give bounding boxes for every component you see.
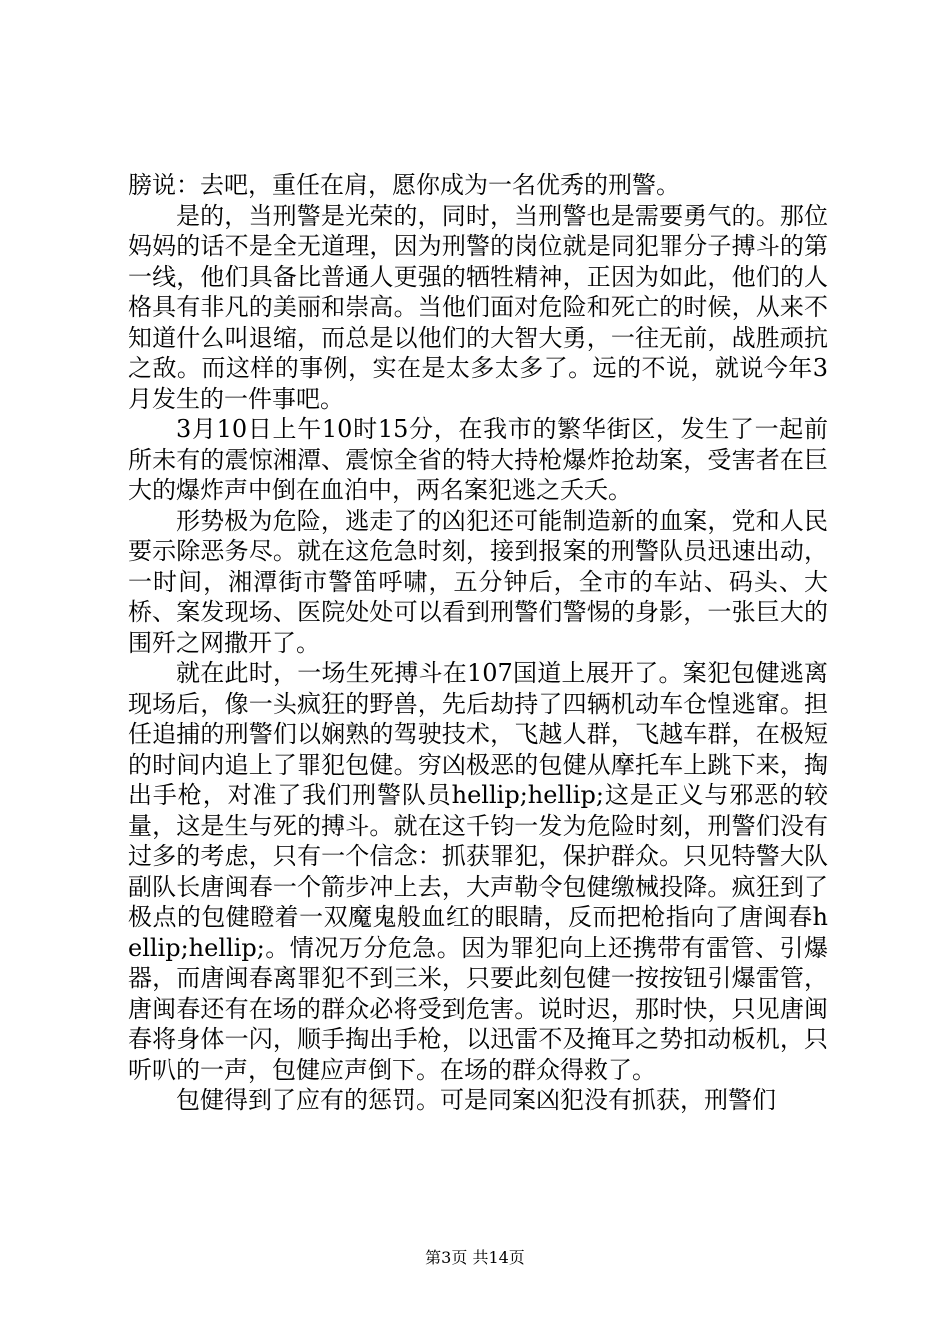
paragraph: 就在此时，一场生死搏斗在107国道上展开了。案犯包健逃离现场后，像一头疯狂的野兽，先后劫持了四辆机动车仓惶逃窜。担任追捕的刑警们以娴熟的驾驶技术，飞越人群，飞越车群，在极短的时间内追上了罪犯包健。穷凶极恶的包健从摩托车上跳下来，掏出手枪，对准了我们刑警队员hellip;hellip;这是正义与邪恶的较量，这是生与死的搏斗。就在这千钧一发为危险时刻，刑警们没有过多的考虑，只有一个信念：抓获罪犯，保护群众。只见特警大队副队长唐闽春一个箭步冲上去，大声勒令包健缴械投降。疯狂到了极点的包健瞪着一双魔鬼般血红的眼睛，反而把枪指向了唐闽春hellip;hellip;。情况万分危急。因为罪犯向上还携带有雷管、引爆器，而唐闽春离罪犯不到三米，只要此刻包健一按按钮引爆雷管，唐闽春还有在场的群众必将受到危害。说时迟，那时快，只见唐闽春将身体一闪，顺手掏出手枪，以迅雷不及掩耳之势扣动板机，只听叭的一声，包健应声倒下。在场的群众得救了。 [128,659,828,1084]
paragraph: 膀说：去吧，重任在肩，愿你成为一名优秀的刑警。 [128,171,680,199]
paragraph: 3月10日上午10时15分，在我市的繁华街区，发生了一起前所未有的震惊湘潭、震惊全省的特大持枪爆炸抢劫案，受害者在巨大的爆炸声中倒在血泊中，两名案犯逃之夭夭。 [128,415,828,504]
paragraph: 包健得到了应有的惩罚。可是同案凶犯没有抓获，刑警们 [176,1086,776,1114]
page-footer: 第3页 共14页 [425,1248,525,1267]
body-text [128,170,828,1116]
paragraph: 是的，当刑警是光荣的，同时，当刑警也是需要勇气的。那位妈妈的话不是全无道理，因为刑警的岗位就是同犯罪分子搏斗的第一线，他们具备比普通人更强的牺牲精神，正因为如此，他们的人格具有非凡的美丽和崇高。当他们面对危险和死亡的时候，从来不知道什么叫退缩，而总是以他们的大智大勇，一往无前，战胜顽抗之敌。而这样的事例，实在是太多太多了。远的不说，就说今年3月发生的一件事吧。 [128,201,828,413]
paragraph: 形势极为危险，逃走了的凶犯还可能制造新的血案，党和人民要示除恶务尽。就在这危急时刻，接到报案的刑警队员迅速出动，一时间，湘潭街市警笛呼啸，五分钟后，全市的车站、码头、大桥、案发现场、医院处处可以看到刑警们警惕的身影，一张巨大的围歼之网撒开了。 [128,506,828,657]
